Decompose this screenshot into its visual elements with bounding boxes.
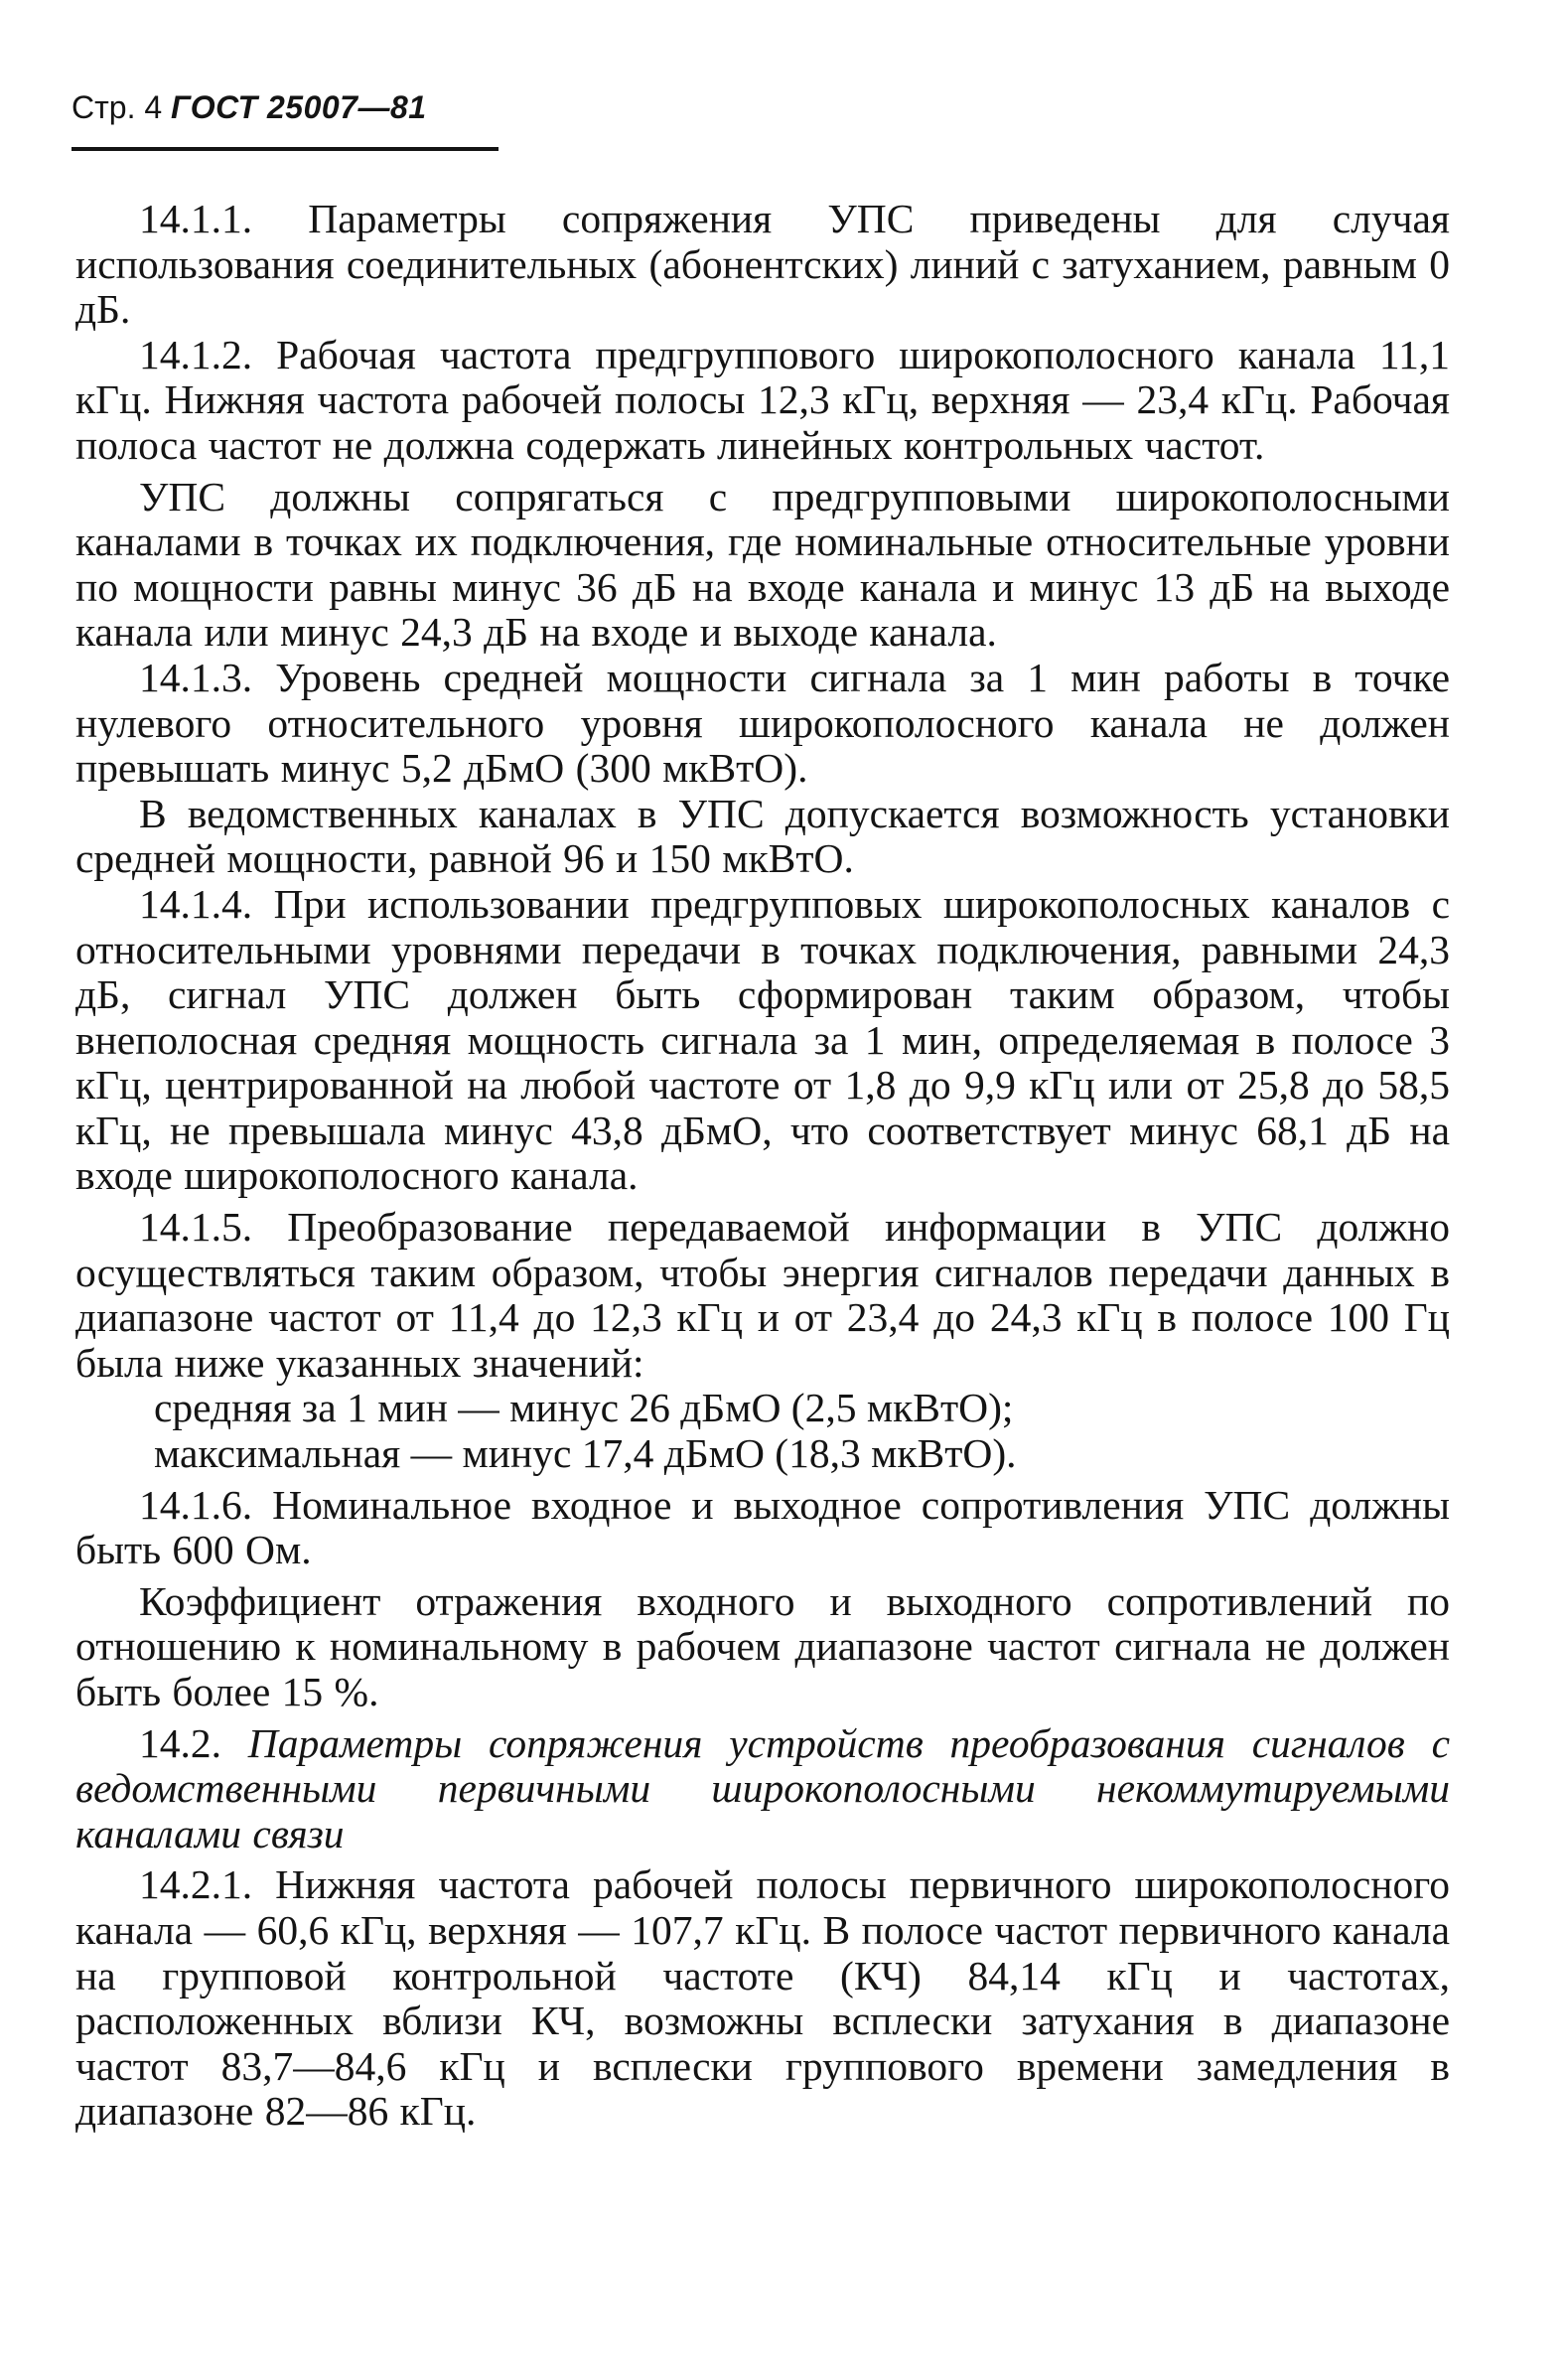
paragraph-14-1-6: 14.1.6. Номинальное входное и выходное сопротивления УПС должны быть 600 Ом.: [75, 1481, 1450, 1573]
list-line-maximum: максимальная — минус 17,4 дБмО (18,3 мкВтО).: [154, 1430, 1017, 1477]
paragraph-14-1-2: 14.1.2. Рабочая частота предгруппового широкополосного канала 11,1 кГц. Нижняя частота рабочей полосы 12,3 кГц, верхняя — 23,4 кГц. Рабочая полоса частот не должна содержать линейных контрольных частот.: [75, 331, 1450, 468]
paragraph-departmental-channels: В ведомственных каналах в УПС допускается возможность установки средней мощности, равной 96 и 150 мкВтО.: [75, 790, 1450, 882]
section-number: 14.2.: [139, 1719, 221, 1766]
paragraph-reflection-coefficient: Коэффициент отражения входного и выходного сопротивлений по отношению к номинальному в рабочем диапазоне частот сигнала не должен быть более 15 %.: [75, 1577, 1450, 1714]
standard-designation: ГОСТ 25007—81: [171, 89, 427, 125]
page-number: Стр. 4: [71, 89, 163, 125]
paragraph-ups-interface: УПС должны сопрягаться с предгрупповыми широкополосными каналами в точках их подключения, где номинальные относительные уровни по мощности равны минус 36 дБ на входе канала и минус 13 дБ на выходе канала или минус 24,3 дБ на входе и выходе канала.: [75, 473, 1450, 656]
paragraph-14-1-3: 14.1.3. Уровень средней мощности сигнала за 1 мин работы в точке нулевого относительного уровня широкополосного канала не должен превышать минус 5,2 дБмО (300 мкВтО).: [75, 654, 1450, 792]
section-title: Параметры сопряжения устройств преобразования сигналов с ведомственными первичными широкополосными некоммутируемыми каналами связи: [75, 1719, 1451, 1856]
list-line-average: средняя за 1 мин — минус 26 дБмО (2,5 мкВтО);: [154, 1385, 1014, 1431]
section-heading-14-2: [75, 1721, 1450, 1857]
paragraph-14-1-1: 14.1.1. Параметры сопряжения УПС приведены для случая использования соединительных (абонентских) линий с затуханием, равным 0 дБ.: [75, 196, 1450, 333]
paragraph-14-1-5: 14.1.5. Преобразование передаваемой информации в УПС должно осуществляться таким образом, чтобы энергия сигналов передачи данных в диапазоне частот от 11,4 до 12,3 кГц и от 23,4 до 24,3 кГц в полосе 100 Гц была ниже указанных значений:: [75, 1204, 1450, 1386]
page-header: [71, 87, 499, 151]
document-body: [75, 197, 1450, 2135]
paragraph-14-1-4: 14.1.4. При использовании предгрупповых широкополосных каналов с относительными уровнями передачи в точках подключения, равными 24,3 дБ, сигнал УПС должен быть сформирован таким образом, чтобы внеполосная средняя мощность сигнала за 1 мин, определяемая в полосе 3 кГц, центрированной на любой частоте от 1,8 до 9,9 кГц или от 25,8 до 58,5 кГц, не превышала минус 43,8 дБмО, что соответствует минус 68,1 дБ на входе широкополосного канала.: [75, 880, 1450, 1199]
header-text: [71, 89, 427, 126]
paragraph-14-2-1: 14.2.1. Нижняя частота рабочей полосы первичного широкополосного канала — 60,6 кГц, верхняя — 107,7 кГц. В полосе частот первичного канала на групповой контрольной частоте (КЧ) 84,14 кГц и частотах, расположенных вблизи КЧ, возможны всплески затухания в диапазоне частот 83,7—84,6 кГц и всплески группового времени замедления в диапазоне 82—86 кГц.: [75, 1861, 1450, 2135]
